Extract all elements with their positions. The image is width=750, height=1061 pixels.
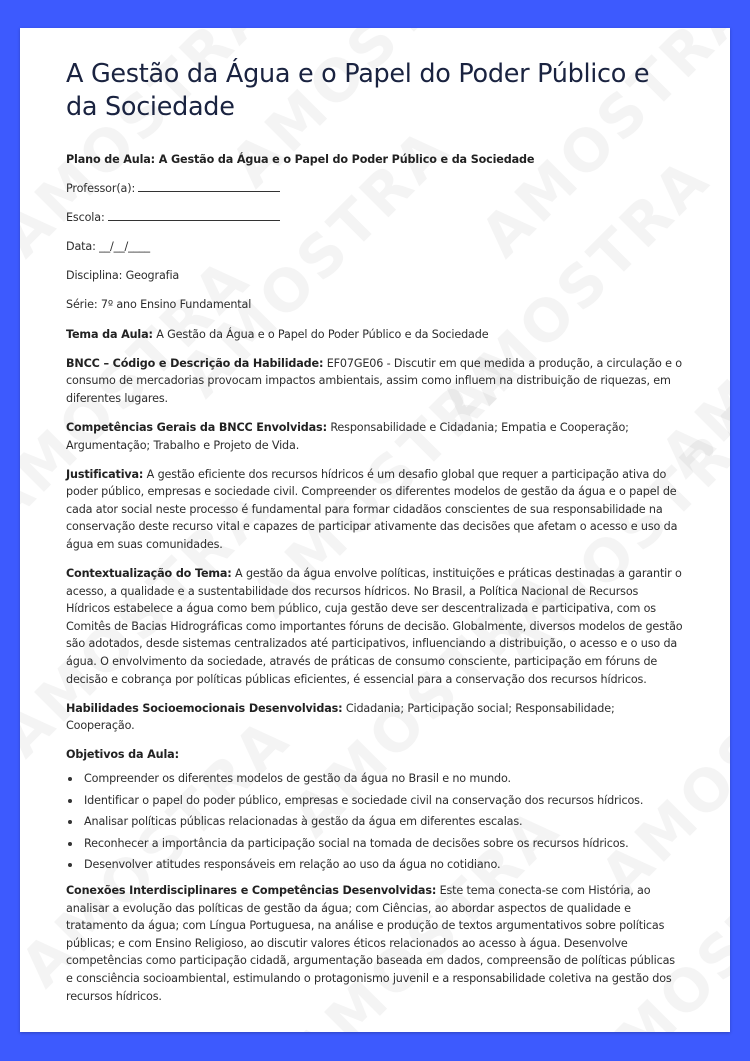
connections-label: Conexões Interdisciplinares e Competências Desenvolvidas: — [66, 884, 437, 897]
discipline-field — [66, 267, 684, 285]
bncc-label: BNCC – Código e Descrição da Habilidade: — [66, 356, 324, 370]
objectives-list — [66, 770, 684, 874]
date-label: Data: — [66, 240, 96, 254]
theme-value: A Gestão da Água e o Papel do Poder Público e da Sociedade — [156, 327, 489, 341]
connections-value: Este tema conecta-se com História, ao analisar a evolução das políticas de gestão da água; com Ciências, ao abordar aspectos de qualidade e tratamento da água; com Língua Portuguesa, na análise e produção de textos argumentativos sobre políticas públicas; e com Ensino Religioso, ao discutir valores éticos relacionados ao acesso à água. Desenvolve competências como participação cidadã, argumentação baseada em dados, compreensão de políticas públicas e consciência socioambiental, estimulando o protagonismo juvenil e a responsabilidade coletiva na gestão dos recursos hídricos. — [66, 884, 675, 1003]
school-label: Escola: — [66, 211, 105, 225]
teacher-blank-line — [138, 180, 280, 192]
competencies-label: Competências Gerais da BNCC Envolvidas: — [66, 420, 327, 434]
plan-label: Plano de Aula: A Gestão da Água e o Papel do Poder Público e da Sociedade — [66, 153, 535, 166]
objective-item: Identificar o papel do poder público, empresas e sociedade civil na conservação dos recursos hídricos. — [66, 792, 684, 810]
grade-label: Série: — [66, 298, 98, 312]
teacher-label: Professor(a): — [66, 182, 136, 196]
socioemotional-value: Cidadania; Participação social; Responsabilidade; Cooperação. — [66, 701, 615, 733]
justification-section — [66, 466, 684, 554]
context-value: A gestão da água envolve políticas, instituições e práticas destinadas a garantir o acesso, a qualidade e a sustentabilidade dos recursos hídricos. No Brasil, a Política Nacional de Recursos Hídricos estabelece a água como bem público, cuja gestão deve ser descentralizada e participativa, com os Comitês de Bacias Hidrográficas como importantes fóruns de decisão. Globalmente, diversos modelos de gestão são adotados, desde sistemas centralizados até participativos, influenciando a distribuição, o acesso e o uso da água. O envolvimento da sociedade, através de práticas de consumo consciente, participação em fóruns de decisão e cobrança por políticas públicas eficientes, é essencial para a conservação dos recursos hídricos. — [66, 567, 683, 686]
objective-item: Desenvolver atitudes responsáveis em relação ao uso da água no cotidiano. — [66, 856, 684, 874]
document-content — [20, 28, 730, 1005]
discipline-label: Disciplina: — [66, 269, 123, 283]
objective-item: Reconhecer a importância da participação social na tomada de decisões sobre os recursos hídricos. — [66, 835, 684, 853]
document-page — [20, 28, 730, 1032]
context-section — [66, 565, 684, 688]
theme-label: Tema da Aula: — [66, 327, 153, 341]
plan-heading — [66, 151, 684, 169]
connections-section — [66, 882, 684, 1005]
objectives-label: Objetivos da Aula: — [66, 748, 179, 762]
context-label: Contextualização do Tema: — [66, 567, 232, 581]
socioemotional-label: Habilidades Socioemocionais Desenvolvidas: — [66, 701, 343, 715]
discipline-value: Geografia — [125, 269, 180, 283]
document-title: A Gestão da Água e o Papel do Poder Público e da Sociedade — [66, 59, 650, 122]
grade-field — [66, 296, 684, 314]
objectives-heading — [66, 746, 684, 764]
socioemotional-section — [66, 700, 684, 735]
bncc-section — [66, 355, 684, 408]
school-field — [66, 209, 684, 227]
grade-value: 7º ano Ensino Fundamental — [100, 298, 252, 312]
competencies-section — [66, 419, 684, 454]
justification-label: Justificativa: — [66, 467, 144, 481]
competencies-value: Responsabilidade e Cidadania; Empatia e Cooperação; Argumentação; Trabalho e Projeto de Vida. — [66, 420, 629, 452]
teacher-field — [66, 180, 684, 198]
school-blank-line — [108, 209, 280, 221]
justification-value: A gestão eficiente dos recursos hídricos é um desafio global que requer a participação ativa do poder público, empresas e sociedade civil. Compreender os diferentes modelos de gestão da água e o papel de cada ator social neste processo é fundamental para formar cidadãos conscientes de sua responsabilidade na conservação deste recurso vital e capazes de participar ativamente das decisões que afetam o acesso e uso da água em suas comunidades. — [66, 467, 678, 551]
theme-section — [66, 326, 684, 344]
objective-item: Analisar políticas públicas relacionadas à gestão da água em diferentes escalas. — [66, 813, 684, 831]
date-field — [66, 238, 684, 256]
date-value: __/__/____ — [99, 240, 150, 254]
objective-item: Compreender os diferentes modelos de gestão da água no Brasil e no mundo. — [66, 770, 684, 788]
bncc-value: EF07GE06 - Discutir em que medida a produção, a circulação e o consumo de mercadorias provocam impactos ambientais, assim como influem na distribuição de riquezas, em diferentes lugares. — [66, 356, 682, 405]
